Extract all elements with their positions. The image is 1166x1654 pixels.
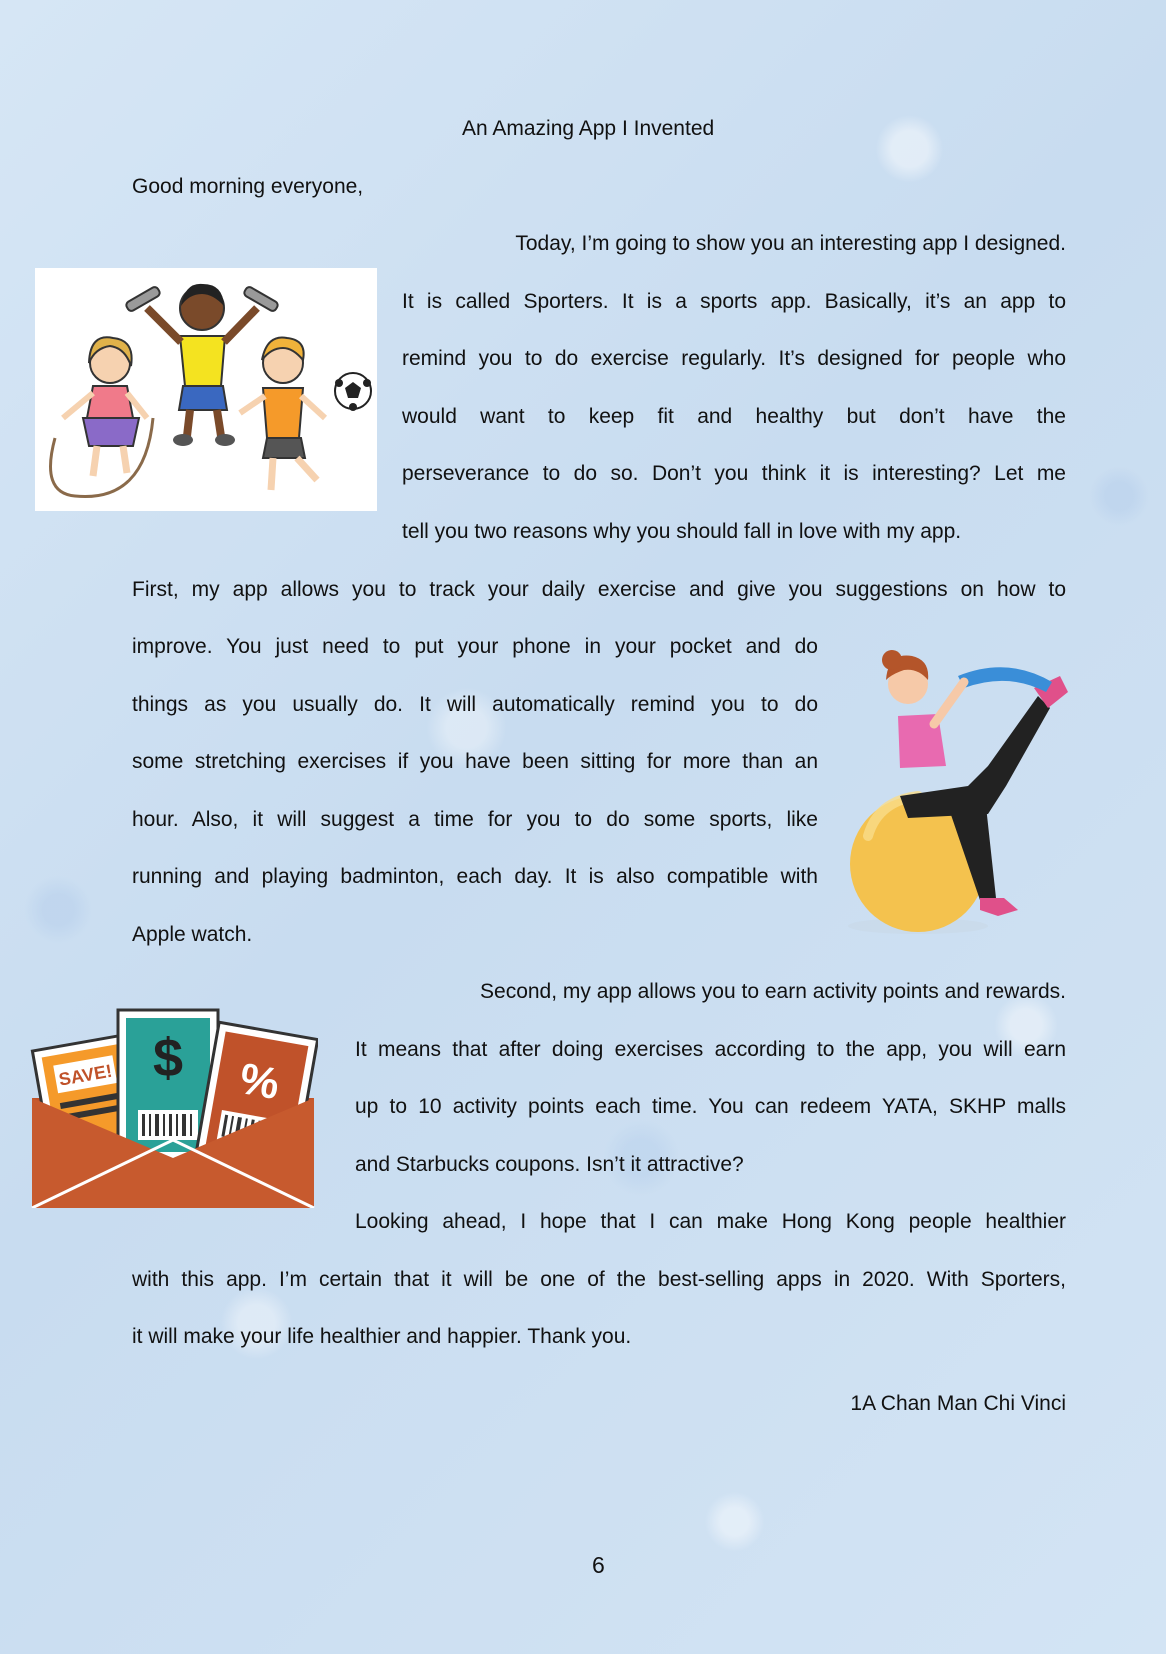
save-label: SAVE! — [57, 1060, 114, 1090]
paragraph-line: tell you two reasons why you should fall in love with my app. — [402, 520, 962, 543]
paragraph-line: up to 10 activity points each time. You can redeem YATA, SKHP malls — [355, 1095, 1066, 1118]
paragraph-line: First, my app allows you to track your daily exercise and give you suggestions on how to — [132, 578, 1066, 601]
paragraph-line: Looking ahead, I hope that I can make Hong Kong people healthier — [355, 1210, 1066, 1233]
paragraph-line: would want to keep fit and healthy but don’t have the — [402, 405, 1066, 428]
dollar-label: $ — [152, 1028, 184, 1088]
paragraph-line: it will make your life healthier and happier. Thank you. — [132, 1325, 632, 1348]
percent-label: % — [235, 1054, 283, 1110]
paragraph-line: hour. Also, it will suggest a time for you to do some sports, like — [132, 808, 818, 831]
paragraph-line: with this app. I’m certain that it will be one of the best-selling apps in 2020. With Sporters, — [132, 1268, 1066, 1291]
page-number: 6 — [592, 1552, 605, 1578]
paragraph-line: running and playing badminton, each day. It is also compatible with — [132, 865, 818, 888]
paragraph-line: It is called Sporters. It is a sports app. Basically, it’s an app to — [402, 290, 1066, 313]
paragraph-line: Today, I’m going to show you an interesting app I designed. — [515, 232, 1066, 255]
paragraph-line: some stretching exercises if you have been sitting for more than an — [132, 750, 818, 773]
paragraph-line: remind you to do exercise regularly. It’s designed for people who — [402, 347, 1066, 370]
coupons-envelope-illustration — [28, 990, 318, 1208]
paragraph-line: perseverance to do so. Don’t you think it is interesting? Let me — [402, 462, 1066, 485]
author-signature: 1A Chan Man Chi Vinci — [850, 1392, 1066, 1415]
paragraph-line: and Starbucks coupons. Isn’t it attractive? — [355, 1153, 744, 1176]
woman-on-exercise-ball-illustration — [838, 636, 1088, 936]
kids-exercising-illustration — [35, 268, 377, 511]
greeting: Good morning everyone, — [132, 175, 364, 198]
paragraph-line: Second, my app allows you to earn activity points and rewards. — [480, 980, 1066, 1003]
paragraph-line: Apple watch. — [132, 923, 253, 946]
page-title: An Amazing App I Invented — [462, 117, 715, 140]
paragraph-line: things as you usually do. It will automatically remind you to do — [132, 693, 818, 716]
paragraph-line: improve. You just need to put your phone in your pocket and do — [132, 635, 818, 658]
paragraph-line: It means that after doing exercises according to the app, you will earn — [355, 1038, 1066, 1061]
